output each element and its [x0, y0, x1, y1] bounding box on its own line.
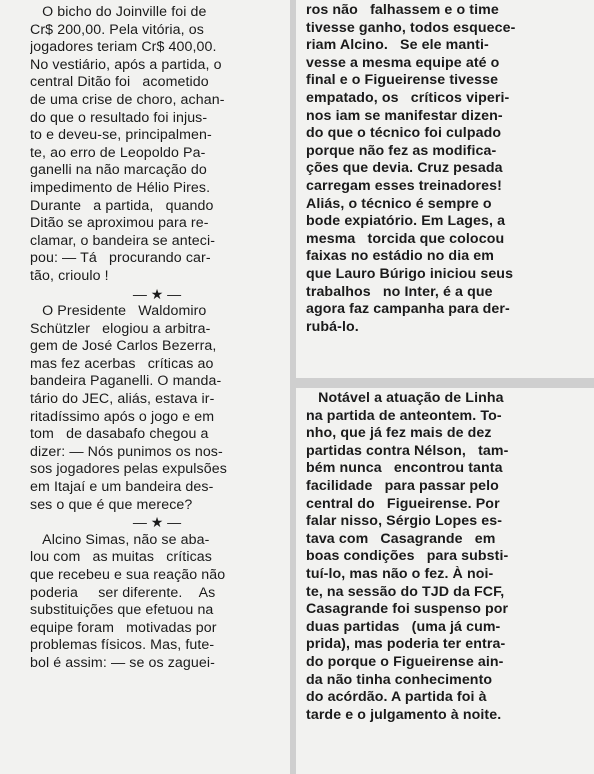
- text-line: No vestiário, após a partida, o: [30, 56, 222, 73]
- text-line: vesse a mesma equipe até o: [306, 54, 500, 71]
- text-line: Notável a atuação de Linha: [306, 390, 504, 406]
- text-line: Aliás, o técnico é sempre o: [306, 195, 492, 212]
- text-line: riam Alcino. Se ele manti-: [306, 37, 489, 54]
- text-line: substituições que efetuou na: [30, 602, 214, 619]
- text-line: O bicho do Joinville foi de: [30, 4, 207, 20]
- text-line: Alcino Simas, não se aba-: [30, 531, 210, 548]
- text-line: de uma crise de choro, achan-: [30, 91, 225, 108]
- text-line: ções que devia. Cruz pesada: [306, 160, 503, 177]
- text-line: nos iam se manifestar dizen-: [306, 107, 503, 124]
- text-line: ses o que é que merece?: [30, 496, 193, 513]
- article-paragraph-5: [306, 390, 586, 724]
- text-line: agora faz campanha para der-: [306, 301, 510, 318]
- text-line: tarde e o julgamento à noite.: [306, 706, 502, 723]
- text-line: prida), mas poderia ter entra-: [306, 636, 506, 653]
- text-line: impedimento de Hélio Pires.: [30, 179, 211, 196]
- text-line: bandeira Paganelli. O manda-: [30, 373, 222, 390]
- star-separator-1: — ★ —: [132, 285, 182, 302]
- text-line: em Itajaí e um bandeira des-: [30, 479, 214, 496]
- right-bottom-box: [296, 388, 594, 774]
- text-line: bém nunca encontrou tanta: [306, 460, 503, 477]
- text-line: te, ao erro de Leopoldo Pa-: [30, 144, 206, 161]
- text-line: do que o resultado foi injus-: [30, 109, 208, 126]
- article-paragraph-4: [306, 2, 586, 336]
- text-line: do porque o Figueirense ain-: [306, 653, 504, 670]
- text-line: nho, que já fez mais de dez: [306, 425, 492, 442]
- text-line: falar nisso, Sérgio Lopes es-: [306, 513, 503, 530]
- text-line: central Ditão foi acometido: [30, 74, 209, 91]
- left-column: [0, 0, 290, 774]
- text-line: tom de dasabafo chegou a: [30, 426, 209, 443]
- text-line: bode expiatório. Em Lages, a: [306, 213, 506, 230]
- text-line: gem de José Carlos Bezerra,: [30, 338, 217, 355]
- text-line: central do Figueirense. Por: [306, 495, 500, 512]
- text-line: clamar, o bandeira se anteci-: [30, 232, 216, 249]
- text-line: partidas contra Nélson, tam-: [306, 442, 509, 459]
- article-paragraph-3: [30, 532, 284, 673]
- text-line: to e deveu-se, principalmen-: [30, 127, 212, 144]
- article-paragraph-1: [30, 4, 284, 286]
- text-line: rubá-lo.: [306, 318, 359, 335]
- text-line: Ditão se aproximou para re-: [30, 215, 209, 232]
- text-line: faixas no estádio no dia em: [306, 248, 494, 265]
- text-line: jogadores teriam Cr$ 400,00.: [30, 39, 217, 56]
- text-line: final e o Figueirense tivesse: [306, 72, 499, 89]
- text-line: ritadíssimo após o jogo e em: [30, 408, 215, 425]
- text-line: que recebeu e sua reação não: [30, 567, 226, 583]
- text-line: boas condições para substi-: [306, 548, 509, 565]
- text-line: poderia ser diferente. As: [30, 584, 216, 601]
- text-line: tivesse ganho, todos esquece-: [306, 19, 516, 36]
- text-line: dizer: — Nós punimos os nos-: [30, 443, 223, 460]
- text-line: pou: — Tá procurando car-: [30, 250, 211, 267]
- text-line: carregam esses treinadores!: [306, 177, 502, 194]
- text-line: da não tinha conhecimento: [306, 671, 493, 688]
- text-line: tário do JEC, aliás, estava ir-: [30, 391, 215, 408]
- text-line: trabalhos no Inter, é a que: [306, 283, 493, 300]
- text-line: mas fez acerbas críticas ao: [30, 355, 214, 372]
- right-top-box: [296, 0, 594, 378]
- text-line: Casagrande foi suspenso por: [306, 601, 509, 618]
- text-line: porque não fez as modifica-: [306, 142, 497, 159]
- text-line: do acórdão. A partida foi à: [306, 689, 487, 706]
- text-line: duas partidas (uma já cum-: [306, 618, 501, 635]
- text-line: do que o técnico foi culpado: [306, 125, 502, 142]
- text-line: Durante a partida, quando: [30, 197, 214, 214]
- text-line: na partida de anteontem. To-: [306, 407, 502, 424]
- text-line: bol é assim: — se os zaguei-: [30, 654, 215, 671]
- article-paragraph-2: [30, 303, 284, 514]
- text-line: te, na sessão do TJD da FCF,: [306, 583, 505, 600]
- text-line: ros não falhassem e o time: [306, 2, 499, 18]
- right-column: [296, 0, 594, 774]
- star-separator-2: — ★ —: [132, 514, 182, 531]
- text-line: Schützler elogiou a arbitra-: [30, 320, 211, 337]
- text-line: que Lauro Búrigo iniciou seus: [306, 265, 514, 282]
- text-line: tuí-lo, mas não o fez. À noi-: [306, 565, 494, 582]
- text-line: mesma torcida que colocou: [306, 230, 505, 247]
- text-line: tava com Casagrande em: [306, 530, 496, 547]
- text-line: O Presidente Waldomiro: [30, 303, 207, 320]
- text-line: facilidade para passar pelo: [306, 477, 499, 494]
- text-line: equipe foram motivadas por: [30, 619, 217, 636]
- text-line: tão, crioulo !: [30, 267, 109, 284]
- text-line: ganelli na não marcação do: [30, 162, 207, 179]
- text-line: empatado, os críticos viperi-: [306, 89, 510, 106]
- text-line: lou com as muitas críticas: [30, 549, 212, 566]
- text-line: problemas físicos. Mas, fute-: [30, 637, 215, 654]
- text-line: sos jogadores pelas expulsões: [30, 461, 227, 478]
- text-line: Cr$ 200,00. Pela vitória, os: [30, 21, 204, 38]
